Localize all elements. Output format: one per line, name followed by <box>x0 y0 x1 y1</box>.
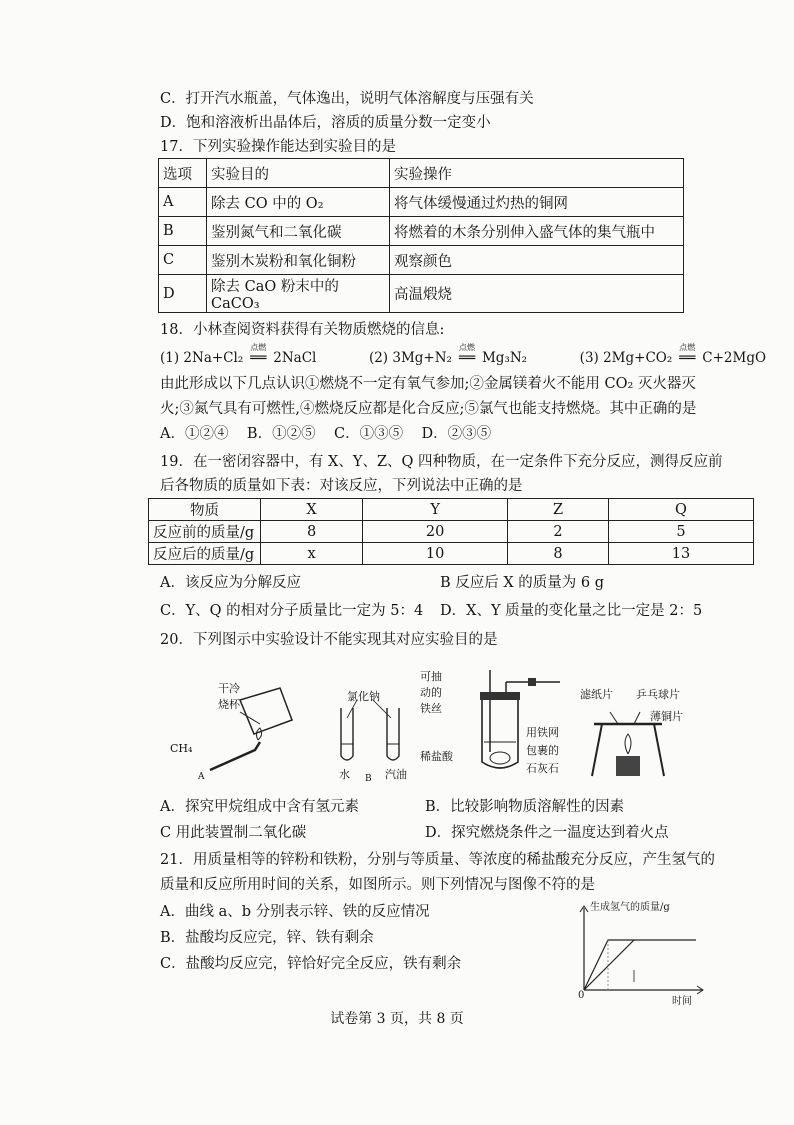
table-cell: 13 <box>608 543 753 565</box>
table-header-cell: 实验目的 <box>207 159 390 188</box>
q18-equations <box>160 343 767 368</box>
q18-eq1-right: 2NaCl <box>273 350 317 366</box>
q18-stem: 18．小林查阅资料获得有关物质燃烧的信息: <box>160 322 445 338</box>
table-header-cell: X <box>261 499 363 521</box>
table-cell: 2 <box>508 521 609 543</box>
condition-label: 点燃 <box>250 343 267 352</box>
q20-figure-a <box>170 680 300 785</box>
reaction-arrow: 点燃 ══ <box>243 348 273 368</box>
table-cell: 反应前的质量/g <box>149 521 261 543</box>
table-cell: B <box>159 217 207 246</box>
table-header-cell: Z <box>508 499 609 521</box>
q18-options: A．①②④ B．①②⑤ C．①③⑤ D．②③⑤ <box>160 426 492 442</box>
table-cell: 将气体缓慢通过灼热的铜网 <box>390 188 684 217</box>
table-row <box>149 521 754 543</box>
q21-option-a: A．曲线 a、b 分别表示锌、铁的反应情况 <box>160 904 430 920</box>
fig-a-label: 干冷 <box>218 682 240 695</box>
q21-stem-line: 21．用质量相等的锌粉和铁粉，分别与等质量、等浓度的稀盐酸充分反应，产生氢气的 <box>160 852 715 868</box>
hydrogen-mass-graph <box>578 900 708 1000</box>
table-cell: 反应后的质量/g <box>149 543 261 565</box>
table-header-cell: 选项 <box>159 159 207 188</box>
q20-option-c: C 用此装置制二氧化碳 <box>160 825 307 841</box>
q20-option-b: B．比较影响物质溶解性的因素 <box>425 799 625 815</box>
table-cell: 8 <box>508 543 609 565</box>
condition-label: 点燃 <box>458 343 475 352</box>
table-cell: x <box>261 543 363 565</box>
table-row <box>149 543 754 565</box>
fig-b-left-label: 水 <box>339 768 350 781</box>
table-cell: C <box>159 246 207 275</box>
q20-option-d: D．探究燃烧条件之一温度达到着火点 <box>425 825 669 841</box>
q19-stem-line: 19．在一密闭容器中，有 X、Y、Z、Q 四种物质，在一定条件下充分反应，测得反应前 <box>160 454 723 470</box>
q21-stem-line: 质量和反应所用时间的关系，如图所示。则下列情况与图像不符的是 <box>160 877 595 893</box>
table-row <box>159 246 684 275</box>
q21-graph <box>578 900 708 1007</box>
q19-stem-line: 后各物质的质量如下表：对该反应，下列说法中正确的是 <box>160 478 523 494</box>
fig-c-label: 包裹的 <box>526 744 559 757</box>
q20-figure-d <box>580 682 700 782</box>
q19-option-c: C．Y、Q 的相对分子质量比一定为 5：4 <box>160 603 424 619</box>
reaction-arrow: 点燃 ══ <box>452 348 482 368</box>
table-header-cell: Q <box>608 499 753 521</box>
table-cell: 鉴别木炭粉和氧化铜粉 <box>207 246 390 275</box>
q21-option-b: B．盐酸均反应完，锌、铁有剩余 <box>160 930 374 946</box>
fig-c-label: 用铁网 <box>526 726 559 739</box>
q20-stem: 20．下列图示中实验设计不能实现其对应实验目的是 <box>160 632 498 648</box>
q18-text-line: 由此形成以下几点认识①燃烧不一定有氧气参加;②金属镁着火不能用 CO₂ 灭火器灭 <box>160 376 696 392</box>
q18-eq2-right: Mg₃N₂ <box>481 350 528 366</box>
q17-table <box>158 158 684 313</box>
table-cell: D <box>159 275 207 313</box>
table-cell: 高温煅烧 <box>390 275 684 313</box>
fig-a-gas-label: CH₄ <box>170 742 193 755</box>
fig-a-tag: A <box>198 772 205 782</box>
fig-c-label: 铁丝 <box>420 702 442 715</box>
graph-y-label: 生成氢气的质量/g <box>590 902 670 913</box>
fig-b-right-label: 汽油 <box>385 768 407 781</box>
q20-figure-c <box>420 662 570 780</box>
q19-option-b: B 反应后 X 的质量为 6 g <box>440 575 605 591</box>
table-cell: 20 <box>363 521 508 543</box>
table-cell: A <box>159 188 207 217</box>
q19-table <box>148 498 754 565</box>
q18-eq1-left: (1) 2Na+Cl₂ <box>160 350 244 366</box>
q18-eq2-left: (2) 3Mg+N₂ <box>368 350 452 366</box>
q18-text-line: 火;③氮气具有可燃性,④燃烧反应都是化合反应;⑤氯气也能支持燃烧。其中正确的是 <box>160 401 697 417</box>
graph-origin-label: 0 <box>578 990 585 1001</box>
table-header-cell: 物质 <box>149 499 261 521</box>
table-cell: 观察颜色 <box>390 246 684 275</box>
table-header-row <box>149 499 754 521</box>
table-cell: 5 <box>608 521 753 543</box>
table-header-cell: Y <box>363 499 508 521</box>
table-row <box>159 275 684 313</box>
q19-option-d: D．X、Y 质量的变化量之比一定是 2：5 <box>440 603 703 619</box>
q17-stem: 17．下列实验操作能达到实验目的是 <box>160 139 396 155</box>
fig-a-label: 烧杯 <box>218 698 240 711</box>
table-row <box>159 188 684 217</box>
reaction-arrow: 点燃 ══ <box>672 348 702 368</box>
graph-x-label: 时间 <box>672 996 692 1007</box>
fig-b-top-label: 氯化钠 <box>347 690 380 703</box>
q18-eq3-left: (3) 2Mg+CO₂ <box>579 350 673 366</box>
page-footer: 试卷第 3 页，共 8 页 <box>330 1011 464 1027</box>
table-cell: 将燃着的木条分别伸入盛气体的集气瓶中 <box>390 217 684 246</box>
q20-option-a: A．探究甲烷组成中含有氢元素 <box>160 799 359 815</box>
table-cell: 鉴别氮气和二氧化碳 <box>207 217 390 246</box>
table-cell: 10 <box>363 543 508 565</box>
fig-c-acid-label: 稀盐酸 <box>420 750 453 763</box>
fig-d-label: 乒乓球片 <box>636 688 680 701</box>
table-row <box>159 217 684 246</box>
fig-d-plate-label: 薄铜片 <box>650 710 683 723</box>
fig-c-label: 石灰石 <box>526 762 559 775</box>
q21-option-c: C．盐酸均反应完，锌恰好完全反应，铁有剩余 <box>160 956 462 972</box>
table-header-row <box>159 159 684 188</box>
table-header-cell: 实验操作 <box>390 159 684 188</box>
fig-b-tag: B <box>365 774 372 784</box>
q19-option-a: A．该反应为分解反应 <box>160 575 301 591</box>
table-cell: 8 <box>261 521 363 543</box>
table-cell: 除去 CaO 粉末中的 CaCO₃ <box>207 275 390 313</box>
fig-d-label: 滤纸片 <box>580 688 613 701</box>
fig-c-label: 可抽 <box>420 670 442 683</box>
q16-option-d: D．饱和溶液析出晶体后，溶质的质量分数一定变小 <box>160 115 491 131</box>
q16-option-c: C．打开汽水瓶盖，气体逸出，说明气体溶解度与压强有关 <box>160 91 534 107</box>
q18-eq3-right: C+2MgO <box>702 350 767 366</box>
condition-label: 点燃 <box>679 343 696 352</box>
table-cell: 除去 CO 中的 O₂ <box>207 188 390 217</box>
q20-figure-b <box>325 688 425 788</box>
fig-c-label: 动的 <box>420 686 442 699</box>
